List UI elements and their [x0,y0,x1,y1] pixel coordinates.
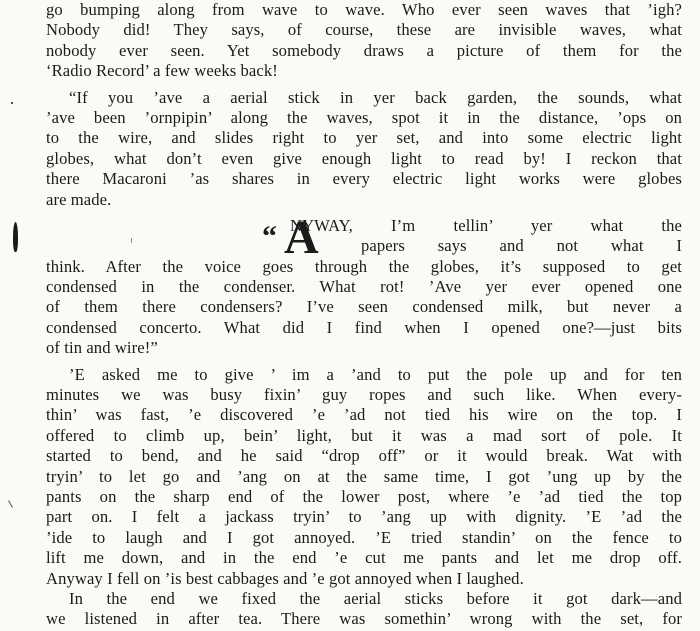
text-line: condensed concerto. What did I find when I opened one?—just bits [46,317,682,337]
text-line: ’ave been ’ornpipin’ along the waves, spot it in the distance, ’ops on [46,107,682,127]
text-line: “If you ’ave a aerial stick in yer back garden, the sounds, what [69,87,682,107]
text-line: of them there condensers? I’ve seen condensed milk, but never a [46,297,682,317]
text-line: condensed in the condenser. What rot! ’Ave yer ever opened one [46,277,682,297]
ink-blot-mark [13,222,18,252]
text-line: NYWAY, I’m tellin’ yer what the [290,215,682,235]
text-line: part on. I felt a jackass tryin’ to ’ang up with dignity. ’E ’ad the [46,507,682,527]
ink-dot-mark [11,102,13,104]
text-line: think. After the voice goes through the globes, it’s supposed to get [46,256,682,276]
text-line: are made. [46,189,112,209]
text-line: Anyway I fell on ’is best cabbages and ’e got annoyed when I laughed. [46,568,524,588]
text-line: started to bend, and he said “drop off” or it would break. Wat with [46,446,682,466]
text-line: papers says and not what I [361,236,682,256]
text-line: thin’ was fast, ’e discovered ’e ’ad not tied his wire on the top. I [46,405,682,425]
text-line: minutes we was busy fixin’ guy ropes and such like. When every- [46,385,682,405]
ink-dot-mark [8,500,13,507]
text-line: pants on the sharp end of the lower post, where ’e ’ad tied the top [46,486,682,506]
text-line: ’ide to laugh and I got annoyed. ’E tried standin’ on the fence to [46,527,682,547]
text-line: nobody ever seen. Yet somebody draws a picture of them for the [46,40,682,60]
text-line: we listened in after tea. There was somethin’ wrong with the set, for [46,609,682,629]
text-line: ’E asked me to give ’ im a ’and to put the pole up and for ten [69,364,682,384]
text-line: Nobody did! They says, of course, these are invisible waves, what [46,20,682,40]
text-line: In the end we fixed the aerial sticks before it got dark—and [69,588,682,608]
text-line: to the wire, and slides right to yer set, and into some electric light [46,128,682,148]
dropcap-letter: A [284,210,319,264]
text-line: there Macaroni ’as shares in every electric light works were globes [46,169,682,189]
dropcap-paragraph [46,210,682,359]
text-line: of tin and wire!” [46,338,158,358]
text-line: offered to climb up, bein’ light, but it was a mad sort of pole. It [46,425,682,445]
text-line: tryin’ to let go and ’ang on at the same time, I got ’ung up by the [46,466,682,486]
document-page [46,0,682,630]
dropcap-quote: “ [262,219,278,253]
text-line: globes, what don’t even give enough light to read by! I reckon that [46,148,682,168]
text-line: ‘Radio Record’ a few weeks back! [46,61,278,81]
text-line: lift me down, and in the end ’e cut me pants and let me drop off. [46,548,682,568]
text-line: go bumping along from wave to wave. Who ever seen waves that ’igh? [46,0,682,19]
